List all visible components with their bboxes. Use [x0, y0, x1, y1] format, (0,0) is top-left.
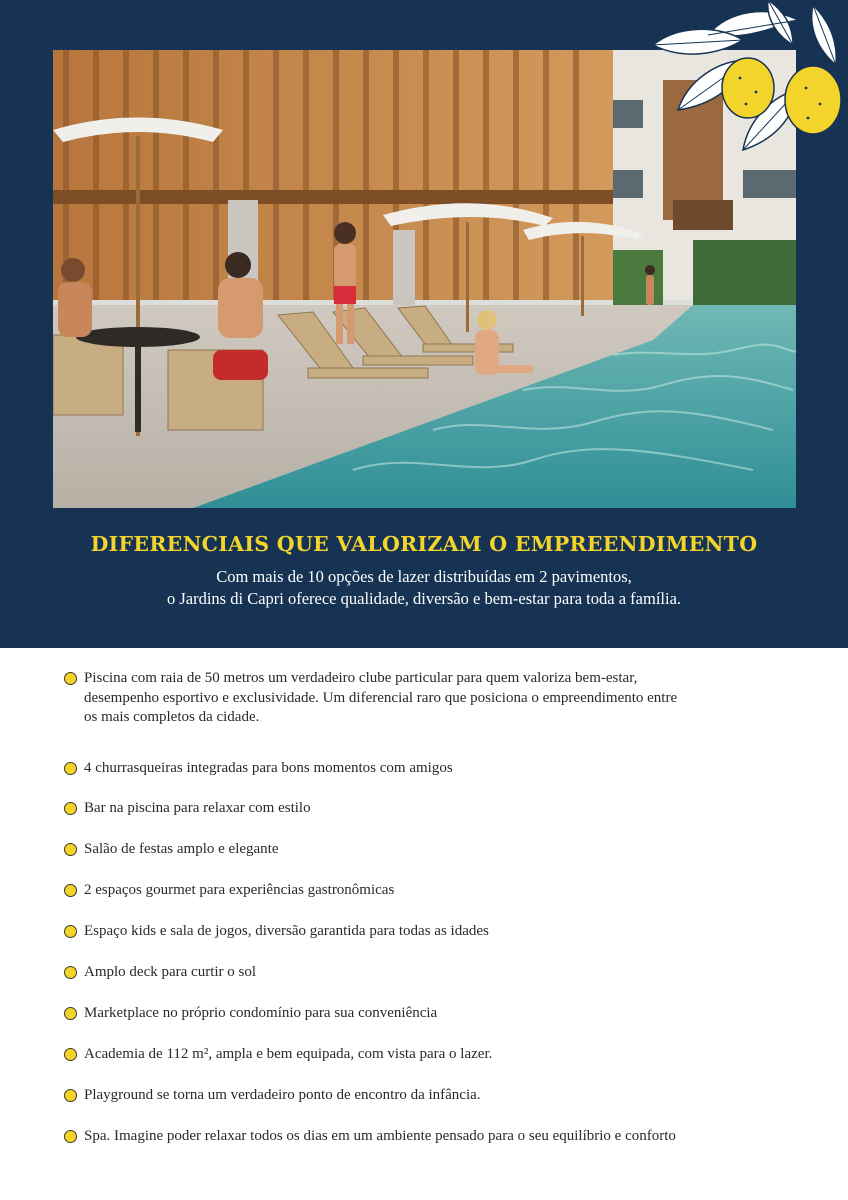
feature-text-line: Espaço kids e sala de jogos, diversão garantida para todas as idades	[84, 923, 489, 939]
yellow-circle-bullet-icon	[64, 925, 77, 938]
list-item	[64, 1045, 794, 1065]
yellow-circle-bullet-icon	[64, 672, 77, 685]
list-item	[64, 669, 794, 728]
section-headline: DIFERENCIAIS QUE VALORIZAM O EMPREENDIMENTO	[90, 532, 758, 556]
list-item	[64, 799, 794, 819]
yellow-circle-bullet-icon	[64, 884, 77, 897]
feature-text-line: 4 churrasqueiras integradas para bons momentos com amigos	[84, 760, 453, 776]
yellow-circle-bullet-icon	[64, 762, 77, 775]
yellow-circle-bullet-icon	[64, 1048, 77, 1061]
list-item	[64, 1004, 794, 1024]
feature-text-line: Playground se torna um verdadeiro ponto de encontro da infância.	[84, 1087, 481, 1103]
feature-text-line: Spa. Imagine poder relaxar todos os dias em um ambiente pensado para o seu equilíbrio e conforto	[84, 1128, 676, 1144]
feature-text-line: Salão de festas amplo e elegante	[84, 841, 279, 857]
feature-text-line: os mais completos da cidade.	[84, 709, 260, 725]
list-item	[64, 922, 794, 942]
feature-text-line: 2 espaços gourmet para experiências gastronômicas	[84, 882, 395, 898]
feature-text-line: Academia de 112 m², ampla e bem equipada, com vista para o lazer.	[84, 1046, 493, 1062]
yellow-circle-bullet-icon	[64, 966, 77, 979]
yellow-circle-bullet-icon	[64, 1007, 77, 1020]
feature-text-line: Piscina com raia de 50 metros um verdadeiro clube particular para quem valoriza bem-estar,	[84, 670, 638, 686]
feature-text-line: Amplo deck para curtir o sol	[84, 964, 257, 980]
list-item	[64, 1086, 794, 1106]
list-item	[64, 963, 794, 983]
list-item	[64, 881, 794, 901]
yellow-circle-bullet-icon	[64, 802, 77, 815]
yellow-circle-bullet-icon	[64, 1089, 77, 1102]
feature-text-line: desempenho esportivo e exclusividade. Um diferencial raro que posiciona o empreendimento entre	[84, 689, 678, 706]
feature-text-line: Bar na piscina para relaxar com estilo	[84, 800, 311, 816]
feature-text-line: Marketplace no próprio condomínio para sua conveniência	[84, 1005, 438, 1021]
list-item	[64, 759, 794, 779]
intro-line: Com mais de 10 opções de lazer distribuídas em 2 pavimentos,	[216, 567, 632, 586]
intro-line: o Jardins di Capri oferece qualidade, diversão e bem-estar para toda a família.	[166, 589, 682, 608]
list-item	[64, 840, 794, 860]
yellow-circle-bullet-icon	[64, 1130, 77, 1143]
yellow-circle-bullet-icon	[64, 843, 77, 856]
list-item	[64, 1127, 794, 1147]
